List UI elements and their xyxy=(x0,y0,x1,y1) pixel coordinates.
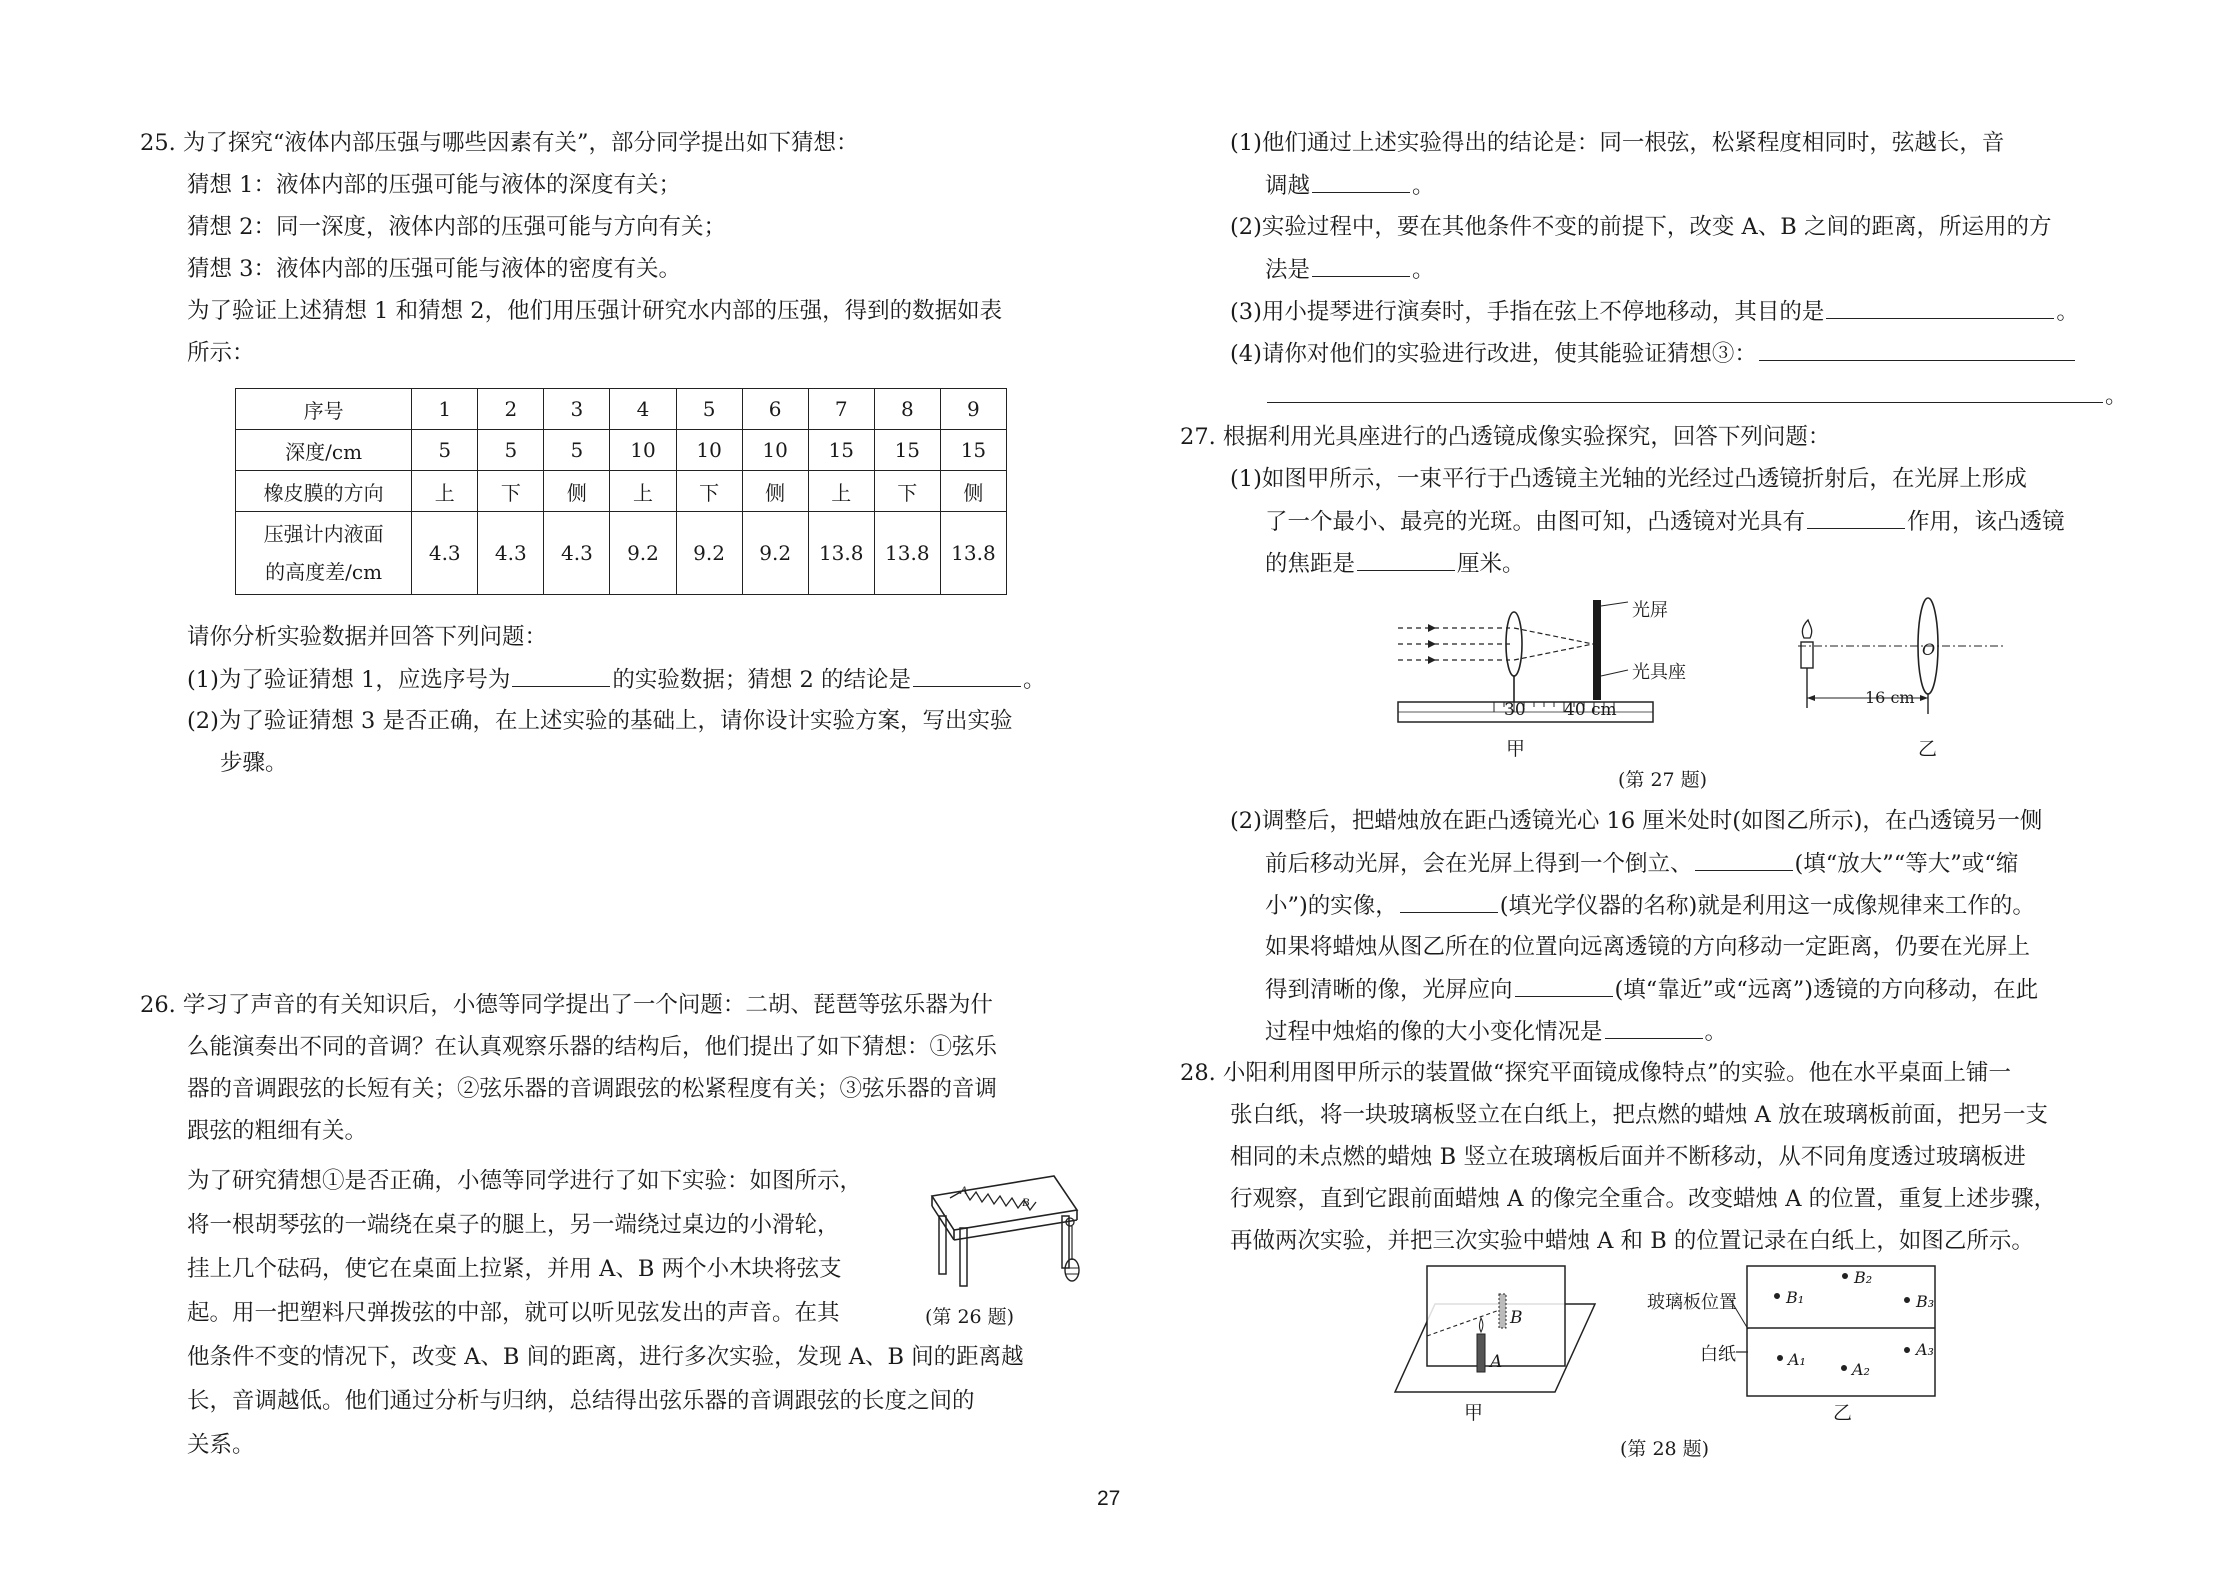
text: 小”)的实像， xyxy=(1265,893,1398,919)
text: 调越 xyxy=(1265,173,1311,199)
table-cell: 3 xyxy=(544,389,610,430)
q28-paper-pointer xyxy=(1736,1351,1756,1355)
q26-line-1: 26. 学习了声音的有关知识后，小德等同学提出了一个问题：二胡、琵琶等弦乐器为什 xyxy=(140,992,993,1018)
point-b2 xyxy=(1842,1273,1848,1279)
q28-figure-caption: (第 28 题) xyxy=(1620,1438,1710,1460)
table-cell: 上 xyxy=(808,471,874,512)
answer-blank[interactable] xyxy=(1400,890,1498,913)
q28-figure-jia xyxy=(1395,1266,1595,1396)
q27-label-yi: 乙 xyxy=(1918,738,1938,760)
table-cell: 13.8 xyxy=(874,512,940,595)
table-cell: 侧 xyxy=(544,471,610,512)
q25-intro-cont: 所示： xyxy=(187,340,255,366)
table-cell: 9 xyxy=(940,389,1006,430)
table-cell: 15 xyxy=(808,430,874,471)
text: 。 xyxy=(1704,1019,1728,1045)
q28-label-b2: B₂ xyxy=(1854,1268,1873,1287)
table-row xyxy=(236,430,1007,471)
table-cell: 侧 xyxy=(940,471,1006,512)
text: (3)用小提琴进行演奏时，手指在弦上不停地移动，其目的是 xyxy=(1230,299,1825,325)
answer-blank[interactable] xyxy=(1605,1016,1703,1039)
text: 前后移动光屏，会在光屏上得到一个倒立、 xyxy=(1265,851,1693,877)
q25-data-table xyxy=(235,388,1007,595)
table-cell: 10 xyxy=(610,430,676,471)
answer-blank[interactable] xyxy=(1312,170,1410,193)
q27-mark-40: 40 cm xyxy=(1564,700,1617,720)
point-a3 xyxy=(1904,1347,1910,1353)
text: 法是 xyxy=(1265,257,1311,283)
q28-line-4: 行观察，直到它跟前面蜡烛 A 的像完全重合。改变蜡烛 A 的位置，重复上述步骤， xyxy=(1230,1186,2057,1212)
q28-line-3: 相同的未点燃的蜡烛 B 竖立在玻璃板后面并不断移动，从不同角度透过玻璃板进 xyxy=(1230,1144,2026,1170)
answer-blank[interactable] xyxy=(1695,848,1793,871)
q27-figure-yi xyxy=(1790,590,2020,730)
q28-label-b3: B₃ xyxy=(1916,1292,1935,1311)
q25-guess-1: 猜想 1：液体内部的压强可能与液体的深度有关； xyxy=(187,172,681,198)
table-cell: 9.2 xyxy=(742,512,808,595)
text: (1)为了验证猜想 1，应选序号为 xyxy=(187,667,511,693)
table-header-depth: 深度/cm xyxy=(236,430,412,471)
point-a1 xyxy=(1777,1355,1783,1361)
table-cell: 10 xyxy=(676,430,742,471)
table-cell: 10 xyxy=(742,430,808,471)
point-a2 xyxy=(1841,1365,1847,1371)
text: (填“放大”“等大”或“缩 xyxy=(1794,851,2019,877)
q28-label-a1: A₁ xyxy=(1788,1350,1806,1369)
table-cell: 1 xyxy=(412,389,478,430)
text: 的实验数据；猜想 2 的结论是 xyxy=(612,667,911,693)
q26-string-table-figure xyxy=(912,1168,1082,1293)
q25-stem: 25. 为了探究“液体内部压强与哪些因素有关”，部分同学提出如下猜想： xyxy=(140,130,859,156)
table-cell: 5 xyxy=(676,389,742,430)
answer-blank[interactable] xyxy=(1357,548,1455,571)
page-number: 27 xyxy=(1097,1487,1121,1510)
table-cell: 13.8 xyxy=(808,512,874,595)
q26-line-9: 他条件不变的情况下，改变 A、B 间的距离，进行多次实验，发现 A、B 间的距离越 xyxy=(187,1344,1024,1370)
table-cell: 9.2 xyxy=(676,512,742,595)
q25-ask: 请你分析实验数据并回答下列问题： xyxy=(187,624,548,650)
table-cell: 15 xyxy=(940,430,1006,471)
answer-blank[interactable] xyxy=(1515,974,1613,997)
q27-stem: 27. 根据利用光具座进行的凸透镜成像实验探究，回答下列问题： xyxy=(1180,424,1831,450)
q27-part-2-l4: 如果将蜡烛从图乙所在的位置向远离透镜的方向移动一定距离，仍要在光屏上 xyxy=(1265,934,2031,960)
table-cell: 下 xyxy=(874,471,940,512)
q25-part-2: (2)为了验证猜想 3 是否正确，在上述实验的基础上，请你设计实验方案，写出实验 xyxy=(187,708,1013,734)
q26-line-2: 么能演奏出不同的音调？在认真观察乐器的结构后，他们提出了如下猜想：①弦乐 xyxy=(187,1034,998,1060)
text: (4)请你对他们的实验进行改进，使其能验证猜想③： xyxy=(1230,341,1757,367)
text: 得到清晰的像，光屏应向 xyxy=(1265,977,1513,1003)
answer-blank[interactable] xyxy=(1312,254,1410,277)
q27-part-2-l3 xyxy=(1265,890,2035,921)
q26-line-11: 关系。 xyxy=(187,1432,255,1458)
q26-answer-2: (2)实验过程中，要在其他条件不变的前提下，改变 A、B 之间的距离，所运用的方 xyxy=(1230,214,2052,240)
q26-answer-1-cont xyxy=(1265,170,1435,201)
q27-part-2-l6 xyxy=(1265,1016,1727,1047)
table-cell: 下 xyxy=(676,471,742,512)
q26-line-10: 长，音调越低。他们通过分析与归纳，总结得出弦乐器的音调跟弦的长度之间的 xyxy=(187,1388,975,1414)
answer-blank[interactable] xyxy=(1759,338,2075,361)
q27-mark-30: 30 xyxy=(1504,700,1526,720)
q28-label-yi: 乙 xyxy=(1833,1402,1853,1424)
text: (填“靠近”或“远离”)透镜的方向移动，在此 xyxy=(1614,977,2039,1003)
text: 过程中烛焰的像的大小变化情况是 xyxy=(1265,1019,1603,1045)
table-cell: 5 xyxy=(478,430,544,471)
q28-label-a: A xyxy=(1490,1352,1503,1372)
text: 。 xyxy=(2056,299,2079,325)
answer-blank[interactable] xyxy=(1807,506,1905,529)
q26-answer-4 xyxy=(1230,338,2077,369)
text: 。 xyxy=(1412,173,1435,199)
q26-answer-1: (1)他们通过上述实验得出的结论是：同一根弦，松紧程度相同时，弦越长，音 xyxy=(1230,130,2005,156)
q27-label-jia: 甲 xyxy=(1506,738,1526,760)
q27-label-screen: 光屏 xyxy=(1632,600,1668,621)
q25-guess-2: 猜想 2：同一深度，液体内部的压强可能与方向有关； xyxy=(187,214,726,240)
table-header-diff-line2: 的高度差/cm xyxy=(265,560,383,584)
q28-label-b1: B₁ xyxy=(1786,1288,1805,1307)
q25-part-2-cont: 步骤。 xyxy=(220,750,288,776)
q27-part-1-cont xyxy=(1265,506,2065,537)
table-cell: 13.8 xyxy=(940,512,1006,595)
table-row xyxy=(236,512,1007,595)
table-cell: 5 xyxy=(412,430,478,471)
table-cell: 下 xyxy=(478,471,544,512)
q28-line-5: 再做两次实验，并把三次实验中蜡烛 A 和 B 的位置记录在白纸上，如图乙所示。 xyxy=(1230,1228,2034,1254)
table-row xyxy=(236,389,1007,430)
text: 。 xyxy=(2105,383,2128,409)
q26-line-3: 器的音调跟弦的长短有关；②弦乐器的音调跟弦的松紧程度有关；③弦乐器的音调 xyxy=(187,1076,998,1102)
text: 了一个最小、最亮的光斑。由图可知，凸透镜对光具有 xyxy=(1265,509,1806,535)
q25-part-1 xyxy=(187,664,1045,695)
answer-blank[interactable] xyxy=(1826,296,2054,319)
q26-answer-4-cont xyxy=(1265,380,2128,411)
q28-label-jia: 甲 xyxy=(1464,1402,1484,1424)
q26-figure-caption: (第 26 题) xyxy=(925,1306,1015,1328)
q26-line-8: 起。用一把塑料尺弹拨弦的中部，就可以听见弦发出的声音。在其 xyxy=(187,1300,840,1326)
answer-blank[interactable] xyxy=(512,664,610,687)
q28-label-b: B xyxy=(1510,1308,1523,1328)
text: 厘米。 xyxy=(1457,551,1525,577)
q28-label-a2: A₂ xyxy=(1852,1360,1870,1379)
table-cell: 6 xyxy=(742,389,808,430)
table-cell: 4.3 xyxy=(544,512,610,595)
point-b3 xyxy=(1904,1297,1910,1303)
text: (填光学仪器的名称)就是利用这一成像规律来工作的。 xyxy=(1499,893,2035,919)
q27-label-bench: 光具座 xyxy=(1632,662,1686,683)
table-cell: 5 xyxy=(544,430,610,471)
table-row xyxy=(236,471,1007,512)
q28-label-paper: 白纸 xyxy=(1700,1344,1736,1365)
q26-line-7: 挂上几个砝码，使它在桌面上拉紧，并用 A、B 两个小木块将弦支 xyxy=(187,1256,842,1282)
q26-line-4: 跟弦的粗细有关。 xyxy=(187,1118,368,1144)
table-header-diff-line1: 压强计内液面 xyxy=(263,522,384,546)
table-cell: 4 xyxy=(610,389,676,430)
q25-guess-3: 猜想 3：液体内部的压强可能与液体的密度有关。 xyxy=(187,256,681,282)
table-cell: 8 xyxy=(874,389,940,430)
q28-line-2: 张白纸，将一块玻璃板竖立在白纸上，把点燃的蜡烛 A 放在玻璃板前面，把另一支 xyxy=(1230,1102,2049,1128)
svg-text:A: A xyxy=(960,1183,968,1197)
table-cell: 4.3 xyxy=(412,512,478,595)
table-cell: 15 xyxy=(874,430,940,471)
q28-label-a3: A₃ xyxy=(1916,1340,1934,1359)
text: 作用，该凸透镜 xyxy=(1907,509,2065,535)
q27-part-2-l5 xyxy=(1265,974,2038,1005)
q27-part-2-l2 xyxy=(1265,848,2018,879)
q27-label-o: O xyxy=(1922,640,1936,659)
q27-figure-caption: (第 27 题) xyxy=(1618,769,1708,791)
q26-line-6: 将一根胡琴弦的一端绕在桌子的腿上，另一端绕过桌边的小滑轮， xyxy=(187,1212,840,1238)
q26-answer-3 xyxy=(1230,296,2079,327)
table-cell: 侧 xyxy=(742,471,808,512)
table-cell: 上 xyxy=(610,471,676,512)
text: 。 xyxy=(1412,257,1435,283)
q26-line-5: 为了研究猜想①是否正确，小德等同学进行了如下实验：如图所示， xyxy=(187,1168,863,1194)
text: 的焦距是 xyxy=(1265,551,1356,577)
answer-blank[interactable] xyxy=(1267,380,2103,403)
table-cell: 9.2 xyxy=(610,512,676,595)
answer-blank[interactable] xyxy=(913,664,1021,687)
q27-label-16cm: 16 cm xyxy=(1865,688,1915,707)
q26-answer-2-cont xyxy=(1265,254,1435,285)
text: 。 xyxy=(1022,667,1046,693)
q28-figure-yi xyxy=(1747,1266,1937,1398)
q28-glass-pointer xyxy=(1730,1299,1770,1339)
svg-text:B: B xyxy=(1022,1195,1030,1209)
table-cell: 4.3 xyxy=(478,512,544,595)
q27-part-2: (2)调整后，把蜡烛放在距凸透镜光心 16 厘米处时(如图乙所示)，在凸透镜另一侧 xyxy=(1230,808,2043,834)
table-cell: 上 xyxy=(412,471,478,512)
table-header-direction: 橡皮膜的方向 xyxy=(236,471,412,512)
q28-label-glass: 玻璃板位置 xyxy=(1647,1292,1737,1313)
table-cell: 2 xyxy=(478,389,544,430)
table-cell: 7 xyxy=(808,389,874,430)
q28-line-1: 28. 小阳利用图甲所示的装置做“探究平面镜成像特点”的实验。他在水平桌面上铺一 xyxy=(1180,1060,2011,1086)
q27-part-1: (1)如图甲所示，一束平行于凸透镜主光轴的光经过凸透镜折射后，在光屏上形成 xyxy=(1230,466,2027,492)
q25-intro: 为了验证上述猜想 1 和猜想 2，他们用压强计研究水内部的压强，得到的数据如表 xyxy=(187,298,1003,324)
point-b1 xyxy=(1774,1293,1780,1299)
table-header-seq: 序号 xyxy=(236,389,412,430)
table-header-diff xyxy=(236,512,412,595)
q27-part-1-cont2 xyxy=(1265,548,1525,579)
